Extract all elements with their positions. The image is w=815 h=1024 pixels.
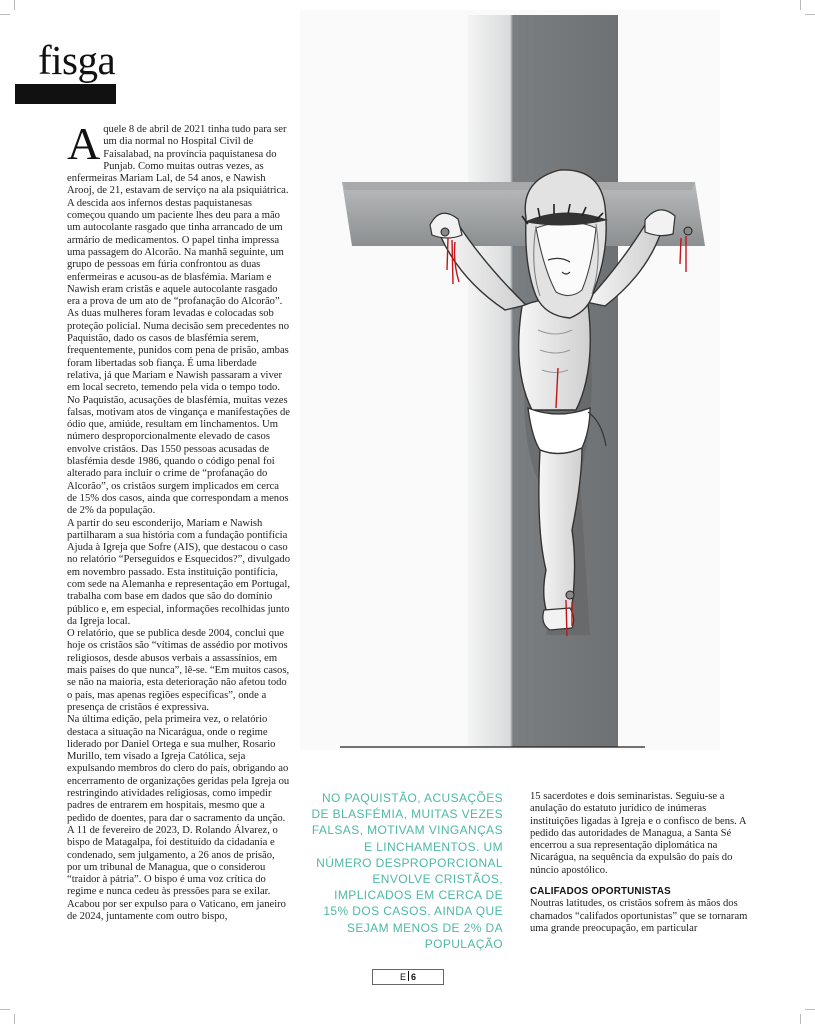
article-column-right <box>530 791 748 935</box>
section-title: fisga <box>38 37 116 83</box>
pull-quote: NO PAQUISTÃO, ACUSAÇÕES DE BLASFÉMIA, MUITAS VEZES FALSAS, MOTIVAM VINGANÇAS E LINCHAMENTOS. UM NÚMERO DESPROPORCIONAL ENVOLVE CRISTÃOS, IMPLICADOS EM CERCA DE 15% DOS CASOS, AINDA QUE SEJAM MENOS DE 2% DA POPULAÇÃO <box>311 791 503 951</box>
crop-mark <box>800 1014 801 1024</box>
crop-mark <box>800 0 801 10</box>
crucifix-illustration <box>300 10 720 750</box>
article-column-left <box>67 118 291 923</box>
article-subheading: CALIFADOS OPORTUNISTAS <box>530 886 671 898</box>
drop-cap: A <box>67 118 101 169</box>
crop-mark <box>14 0 15 10</box>
article-paragraph: Na última edição, pela primeira vez, o relatório destaca a situação na Nicarágua, onde o regime liderado por Daniel Ortega e sua mulher, Rosario Murillo, tem visado a Igreja Católica, seja expulsando membros do clero do país, obrigando ao encerramento de organizações geridas pela Igreja ou restringindo atividades religiosas, como impedir padres de entrarem em hospitais, mesmo que a pedido de doentes, para dar o sacramento da unção. A 11 de fevereiro de 2023, D. Rolando Álvarez, o bispo de Matagalpa, foi destituído da cidadania e condenado, sem julgamento, a 26 anos de prisão, por um tribunal de Managua, que o considerou “traidor à pátria”. O bispo é uma voz crítica do regime e nunca cedeu às pressões para se exilar. Acabou por ser expulso para o Vaticano, em janeiro de 2024, juntamente com outro bispo, <box>67 714 290 922</box>
crop-mark <box>805 1009 815 1010</box>
article-paragraph: A partir do seu esconderijo, Mariam e Nawish partilharam a sua história com a fundação pontifícia Ajuda à Igreja que Sofre (AIS), que destacou o caso no relatório “Perseguidos e Esquecidos?”, divulgado em novembro passado. Esta instituição pontifícia, com sede na Alemanha e representação em Portugal, trabalha com base em dados que são do domínio público e, em especial, informações recolhidas junto da Igreja local. <box>67 517 290 627</box>
section-bar <box>15 84 116 104</box>
paragraph-text: quele 8 de abril de 2021 tinha tudo para ser um dia normal no Hospital Civil de Faisalabad, na província paquistanesa do Punjab. Como muitas outras vezes, as enfermeiras Mariam Lal, de 54 anos, e Nawish Arooj, de 21, estavam de serviço na ala psiquiátrica. A descida aos infernos destas paquistanesas começou quando um paciente lhes deu para a mão um autocolante rasgado que tinha arrancado de um armário de medicamentos. O papel tinha impressa uma passagem do Alcorão. Na manhã seguinte, um grupo de pessoas em fúria confrontou as duas enfermeiras e acusou-as de blasfémia. Mariam e Nawish eram cristãs e aquele autocolante rasgado era a prova de um ato de “profanação do Alcorão”. As duas mulheres foram levadas e colocadas sob proteção policial. Numa decisão sem precedentes no Paquistão, dado os casos de blasfémia serem, frequentemente, punidos com pena de prisão, ambas foram libertadas sob fiança. É uma liberdade relativa, já que Mariam e Nawish passaram a viver em local secreto, temendo pela vida o tempo todo. <box>67 124 290 394</box>
crop-mark <box>0 1009 10 1010</box>
page-folio <box>372 969 444 985</box>
article-paragraph: 15 sacerdotes e dois seminaristas. Seguiu-se a anulação do estatuto jurídico de inúmeras instituições ligadas à Igreja e o confisco de bens. A pedido das autoridades de Managua, a Santa Sé encerrou a sua representação diplomática na Nicarágua, na sequência da expulsão do país do núncio apostólico. <box>530 791 746 876</box>
figure-torso <box>519 298 591 410</box>
folio-label: E <box>399 972 406 982</box>
page-number: 6 <box>411 972 417 982</box>
article-paragraph <box>67 118 291 395</box>
article-paragraph: No Paquistão, acusações de blasfémia, muitas vezes falsas, motivam atos de vingança e manifestações de ódio que, amiúde, resultam em linchamentos. Um número desproporcionalmente elevado de casos envolve cristãos. Das 1550 pessoas acusadas de blasfémia desde 1986, quando o código penal foi alterado para incluir o crime de “profanação do Alcorão”, os cristãos surgem implicados em cerca de 15% dos casos, ainda que correspondam a menos de 2% da população. <box>67 394 290 517</box>
article-paragraph: Noutras latitudes, os cristãos sofrem às mãos dos chamados “califados oportunistas” que se tornaram uma grande preocupação, em particular <box>530 898 748 934</box>
folio-divider <box>408 971 409 981</box>
article-paragraph: O relatório, que se publica desde 2004, conclui que hoje os cristãos são “vítimas de assédio por motivos religiosos, desde abusos verbais a assassínios, em mais países do que nunca”, lê-se. “Em muitos casos, se não na maioria, esta deterioração não afetou todo o país, mas apenas regiões específicas”, onde a presença de cristãos é expressiva. <box>67 628 290 713</box>
crop-mark <box>0 14 10 15</box>
crop-mark <box>805 14 815 15</box>
crop-mark <box>14 1014 15 1024</box>
